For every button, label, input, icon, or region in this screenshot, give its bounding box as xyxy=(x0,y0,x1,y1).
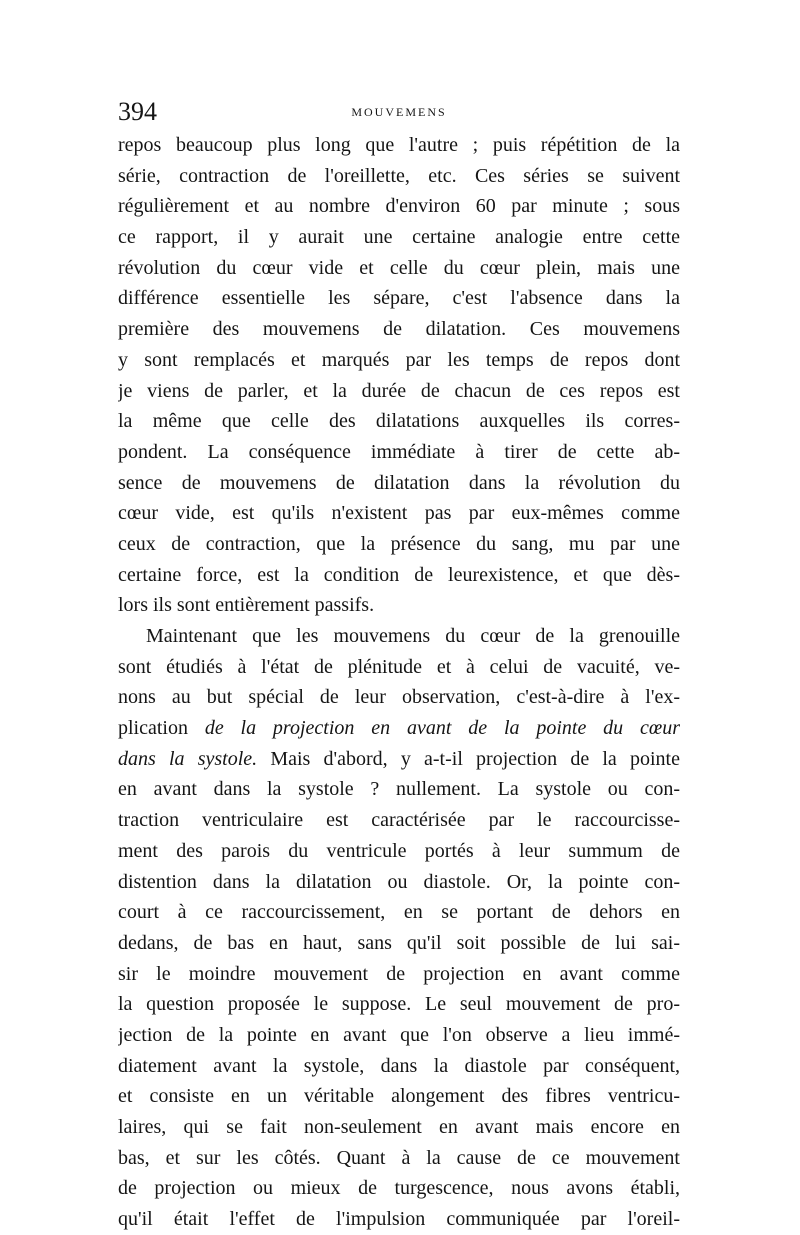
text-line: traction ventriculaire est caractérisée par le raccourcisse- xyxy=(118,809,680,832)
text-line: ceux de contraction, que la présence du sang, mu par une xyxy=(118,532,680,555)
paragraph-2 xyxy=(118,621,680,1235)
page-header xyxy=(118,96,680,130)
text-line: sence de mouvemens de dilatation dans la révolution du xyxy=(118,471,680,494)
text-line: et consiste en un véritable alongement des fibres ventricu- xyxy=(118,1085,680,1108)
text-line: en avant dans la systole ? nullement. La systole ou con- xyxy=(118,778,680,801)
text-line: distention dans la dilatation ou diastole. Or, la pointe con- xyxy=(118,870,680,893)
text-line: sir le moindre mouvement de projection en avant comme xyxy=(118,962,680,985)
text-line: jection de la pointe en avant que l'on observe a lieu immé- xyxy=(118,1023,680,1046)
text-line: régulièrement et au nombre d'environ 60 par minute ; sous xyxy=(118,195,680,218)
text-line: première des mouvemens de dilatation. Ces mouvemens xyxy=(118,318,680,341)
text-line xyxy=(118,744,680,775)
text-line: révolution du cœur vide et celle du cœur plein, mais une xyxy=(118,256,680,279)
text-line: différence essentielle les sépare, c'est l'absence dans la xyxy=(118,287,680,310)
page-number: 394 xyxy=(118,97,157,126)
text-line: de projection ou mieux de turgescence, nous avons établi, xyxy=(118,1177,680,1200)
text-line: ce rapport, il y aurait une certaine analogie entre cette xyxy=(118,226,680,249)
text-line: y sont remplacés et marqués par les temps de repos dont xyxy=(118,348,680,371)
text-line: ment des parois du ventricule portés à leur summum de xyxy=(118,839,680,862)
text-line: qu'il était l'effet de l'impulsion communiquée par l'oreil- xyxy=(118,1208,680,1231)
text-line: lors ils sont entièrement passifs. xyxy=(118,594,375,617)
body-text xyxy=(118,130,680,1235)
italic-text: dans la systole. xyxy=(118,747,258,770)
text-line: certaine force, est la condition de leurexistence, et que dès- xyxy=(118,563,680,586)
text-line: série, contraction de l'oreillette, etc. Ces séries se suivent xyxy=(118,164,680,187)
running-title: MOUVEMENS xyxy=(351,105,447,119)
text-line: la même que celle des dilatations auxquelles ils corres- xyxy=(118,410,680,433)
text-line xyxy=(118,713,680,744)
text-line: dedans, de bas en haut, sans qu'il soit possible de lui sai- xyxy=(118,931,680,954)
text-line: bas, et sur les côtés. Quant à la cause de ce mouvement xyxy=(118,1146,680,1169)
italic-text: de la projection en avant de la pointe du cœur xyxy=(204,717,680,740)
text-line: sont étudiés à l'état de plénitude et à celui de vacuité, ve- xyxy=(118,655,680,678)
text-line: diatement avant la systole, dans la diastole par conséquent, xyxy=(118,1054,680,1077)
text-line: repos beaucoup plus long que l'autre ; puis répétition de la xyxy=(118,134,680,156)
text-line: la question proposée le suppose. Le seul mouvement de pro- xyxy=(118,993,680,1016)
text-line: Maintenant que les mouvemens du cœur de la grenouille xyxy=(146,625,680,647)
text-line: court à ce raccourcissement, en se portant de dehors en xyxy=(118,901,680,924)
text-line: cœur vide, est qu'ils n'existent pas par eux-mêmes comme xyxy=(118,502,680,525)
text-line: je viens de parler, et la durée de chacun de ces repos est xyxy=(118,379,680,402)
text-run: Mais d'abord, y a-t-il projection de la pointe xyxy=(257,747,680,770)
text-line: nons au but spécial de leur observation, c'est-à-dire à l'ex- xyxy=(118,686,680,709)
text-run: plication xyxy=(118,717,205,740)
text-line: pondent. La conséquence immédiate à tirer de cette ab- xyxy=(118,440,680,463)
paragraph-1 xyxy=(118,130,680,621)
text-line: laires, qui se fait non-seulement en avant mais encore en xyxy=(118,1116,680,1138)
